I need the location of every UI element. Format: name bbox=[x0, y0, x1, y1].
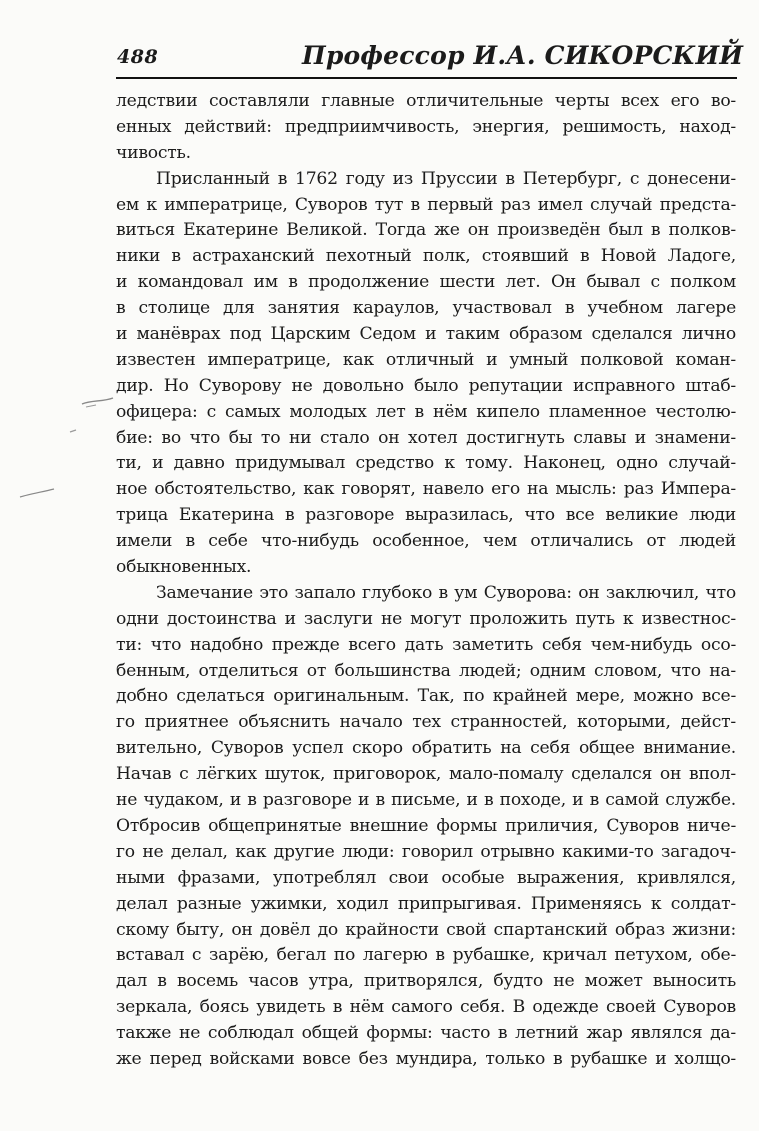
text-line: обыкновенных. bbox=[116, 557, 252, 578]
text-line: дал в восемь часов утра, притворялся, будто не может выносить bbox=[116, 971, 736, 992]
text-line: скому быту, он довёл до крайности свой спартанский образ жизни: bbox=[116, 919, 736, 940]
text-line: ники в астраханский пехотный полк, стоявший в Новой Ладоге, bbox=[116, 246, 736, 267]
text-line: енных действий: предприимчивость, энергия, решимость, наход- bbox=[116, 116, 736, 137]
text-line: одни достоинства и заслуги не могут проложить путь к известнос- bbox=[116, 608, 736, 629]
page-header bbox=[0, 0, 759, 100]
text-line: добно сделаться оригинальным. Так, по крайней мере, можно все- bbox=[116, 686, 736, 707]
text-line: и манёврах под Царским Седом и таким образом сделался лично bbox=[116, 324, 736, 345]
text-line: ти, и давно придумывал средство к тому. Наконец, одно случай- bbox=[116, 453, 736, 474]
text-line: же перед войсками вовсе без мундира, только в рубашке и холщо- bbox=[116, 1048, 736, 1069]
text-line: го приятнее объяснить начало тех странностей, которыми, дейст- bbox=[116, 712, 736, 733]
text-line: бие: во что бы то ни стало он хотел достигнуть славы и знамени- bbox=[116, 427, 736, 448]
text-line: ное обстоятельство, как говорят, навело его на мысль: раз Импера- bbox=[116, 479, 736, 500]
text-line: офицера: с самых молодых лет в нём кипело пламенное честолю- bbox=[116, 401, 736, 422]
text-line: вительно, Суворов успел скоро обратить на себя общее внимание. bbox=[116, 738, 736, 759]
text-line: дир. Но Суворову не довольно было репутации исправного штаб- bbox=[116, 375, 736, 396]
text-line: ными фразами, употреблял свои особые выражения, кривлялся, bbox=[116, 867, 736, 888]
header-rule bbox=[116, 77, 737, 79]
text-line: в столице для занятия караулов, участвовал в учебном лагере bbox=[116, 298, 736, 319]
text-line: виться Екатерине Великой. Тогда же он произведён был в полков- bbox=[116, 220, 736, 241]
text-line: бенным, отделиться от большинства людей; одним словом, что на- bbox=[116, 660, 736, 681]
text-line: также не соблюдал общей формы: часто в летний жар являлся да- bbox=[116, 1023, 736, 1044]
text-line: вставал с зарёю, бегал по лагерю в рубашке, кричал петухом, обе- bbox=[116, 945, 736, 966]
text-line: ем к императрице, Суворов тут в первый раз имел случай предста- bbox=[116, 194, 736, 215]
body-text bbox=[116, 89, 736, 1073]
text-line: имели в себе что-нибудь особенное, чем отличались от людей bbox=[116, 531, 736, 552]
text-line: не чудаком, и в разговоре и в письме, и в походе, и в самой службе. bbox=[116, 790, 736, 811]
text-line: го не делал, как другие люди: говорил отрывно какими-то загадоч- bbox=[116, 841, 736, 862]
text-line: Отбросив общепринятые внешние формы приличия, Суворов ниче- bbox=[116, 815, 736, 836]
text-line: и командовал им в продолжение шести лет. Он бывал с полком bbox=[116, 272, 736, 293]
text-line: ти: что надобно прежде всего дать заметить себя чем-нибудь осо- bbox=[116, 634, 736, 655]
text-line: чивость. bbox=[116, 142, 191, 163]
text-line: известен императрице, как отличный и умный полковой коман- bbox=[116, 349, 736, 370]
text-line: Замечание это запало глубоко в ум Суворова: он заключил, что bbox=[156, 582, 736, 603]
text-line: ледствии составляли главные отличительные черты всех его во- bbox=[116, 91, 736, 111]
text-line: трица Екатерина в разговоре выразилась, что все великие люди bbox=[116, 505, 736, 526]
page-number: 488 bbox=[117, 46, 159, 68]
text-line: делал разные ужимки, ходил припрыгивая. Применяясь к солдат- bbox=[116, 893, 736, 914]
text-line: Присланный в 1762 году из Пруссии в Петербург, с донесени- bbox=[156, 168, 736, 189]
text-line: Начав с лёгких шуток, приговорок, мало-помалу сделался он впол- bbox=[116, 764, 736, 785]
text-line: зеркала, боясь увидеть в нём самого себя. В одежде своей Суворов bbox=[116, 997, 736, 1018]
running-title: Профессор И.А. СИКОРСКИЙ bbox=[302, 41, 744, 70]
